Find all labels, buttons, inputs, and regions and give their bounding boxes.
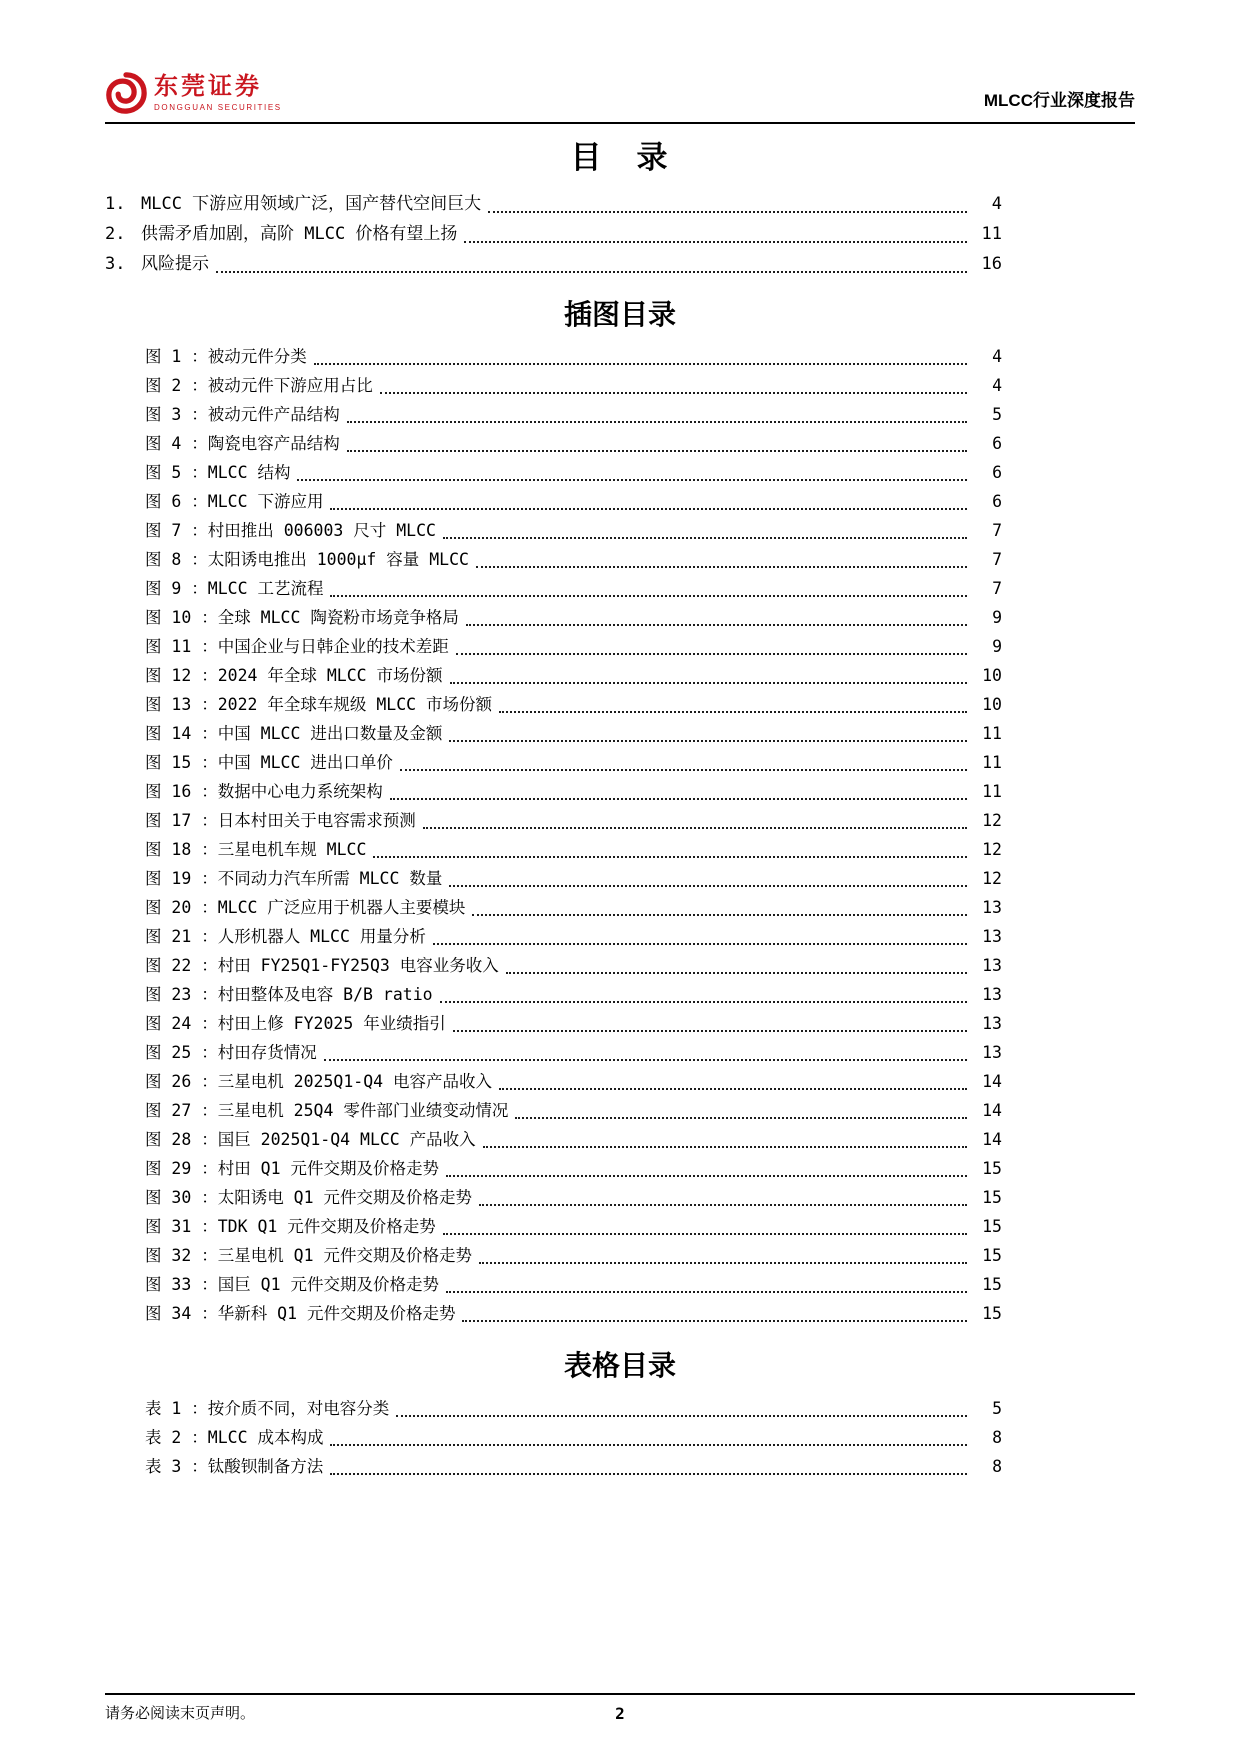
toc-item[interactable]	[105, 1067, 1002, 1096]
dot-leader	[466, 624, 967, 626]
tables-section-title: 表格目录	[563, 1350, 676, 1381]
toc-item-page: 6	[992, 492, 1002, 511]
toc-item-label: 图 18 ：三星电机车规 MLCC	[145, 840, 367, 859]
dot-leader	[453, 1030, 967, 1032]
toc-item[interactable]	[105, 1154, 1002, 1183]
dot-leader	[216, 271, 967, 273]
dot-leader	[488, 211, 967, 213]
toc-item-page: 15	[982, 1275, 1002, 1294]
dot-leader	[499, 1088, 967, 1090]
toc-item[interactable]	[105, 487, 1002, 516]
toc-item-label: 图 24 ：村田上修 FY2025 年业绩指引	[145, 1014, 446, 1033]
toc-item-number: 1.	[105, 194, 126, 214]
figures-section-title: 插图目录	[563, 299, 676, 330]
toc-item[interactable]	[105, 777, 1002, 806]
report-type-label: MLCC行业深度报告	[983, 91, 1135, 110]
toc-item-page: 13	[982, 1043, 1002, 1062]
toc-item-page: 14	[982, 1101, 1002, 1120]
toc-item[interactable]	[105, 1423, 1002, 1452]
toc-item[interactable]	[105, 189, 1002, 219]
toc-item-page: 13	[982, 927, 1002, 946]
toc-item[interactable]	[105, 1270, 1002, 1299]
toc-item-page: 15	[982, 1159, 1002, 1178]
toc-item-label: 图 17 ：日本村田关于电容需求预测	[145, 811, 416, 830]
toc-item-page: 13	[982, 898, 1002, 917]
toc-item-page: 11	[982, 753, 1002, 772]
toc-item[interactable]	[105, 458, 1002, 487]
toc-item-page: 13	[982, 985, 1002, 1004]
toc-item-label: 图 25 ：村田存货情况	[145, 1043, 317, 1062]
toc-item-page: 15	[982, 1217, 1002, 1236]
footer-page-number: 2	[615, 1704, 625, 1723]
brand-name: 东莞证券	[154, 74, 262, 101]
brand-logo-icon	[105, 72, 147, 114]
dot-leader	[314, 363, 967, 365]
dot-leader	[456, 653, 967, 655]
dot-leader	[347, 421, 967, 423]
toc-item-label: 表 3 ：钛酸钡制备方法	[145, 1457, 324, 1476]
brand-logo	[105, 72, 282, 114]
toc-item-label: 图 15 ：中国 MLCC 进出口单价	[145, 753, 393, 772]
footer-row	[105, 1704, 1135, 1723]
toc-item-page: 14	[982, 1130, 1002, 1149]
toc-item[interactable]	[105, 545, 1002, 574]
toc-item-label: 图 5 ：MLCC 结构	[145, 463, 291, 482]
toc-item-page: 7	[992, 550, 1002, 569]
dot-leader	[499, 711, 967, 713]
toc-item-label: 图 21 ：人形机器人 MLCC 用量分析	[145, 927, 426, 946]
toc-item-page: 6	[992, 463, 1002, 482]
toc-item-page: 9	[992, 608, 1002, 627]
toc-item-page: 7	[992, 521, 1002, 540]
toc-item-page: 5	[992, 405, 1002, 424]
toc-item-page: 11	[982, 724, 1002, 743]
toc-item-label: 图 27 ：三星电机 25Q4 零件部门业绩变动情况	[145, 1101, 509, 1120]
dot-leader	[446, 1291, 967, 1293]
toc-item-page: 4	[992, 347, 1002, 366]
toc-item-page: 4	[992, 376, 1002, 395]
dot-leader	[479, 1262, 967, 1264]
toc-item-label: 供需矛盾加剧，高阶 MLCC 价格有望上扬	[141, 224, 458, 244]
dot-leader	[449, 885, 967, 887]
dot-leader	[449, 740, 967, 742]
toc-item[interactable]	[105, 1452, 1002, 1481]
toc-item-label: 风险提示	[141, 254, 209, 274]
dot-leader	[446, 1175, 967, 1177]
toc-item-page: 13	[982, 956, 1002, 975]
toc-item[interactable]	[105, 1125, 1002, 1154]
toc-item[interactable]	[105, 400, 1002, 429]
toc-item-label: 图 6 ：MLCC 下游应用	[145, 492, 324, 511]
toc-item-page: 11	[982, 782, 1002, 801]
toc-item-label: 图 12 ：2024 年全球 MLCC 市场份额	[145, 666, 443, 685]
dot-leader	[506, 972, 967, 974]
toc-title: 目 录	[570, 140, 670, 175]
figure-toc-list	[105, 342, 1135, 1328]
toc-item[interactable]	[105, 574, 1002, 603]
dot-leader	[479, 1204, 967, 1206]
toc-item-label: 图 9 ：MLCC 工艺流程	[145, 579, 324, 598]
page-footer	[105, 1693, 1135, 1723]
toc-item[interactable]	[105, 893, 1002, 922]
toc-item-page: 8	[992, 1428, 1002, 1447]
brand-subtitle: DONGGUAN SECURITIES	[154, 102, 282, 112]
toc-item-label: MLCC 下游应用领域广泛，国产替代空间巨大	[141, 194, 482, 214]
toc-item-label: 图 14 ：中国 MLCC 进出口数量及金额	[145, 724, 443, 743]
dot-leader	[396, 1415, 967, 1417]
toc-item-label: 图 8 ：太阳诱电推出 1000μf 容量 MLCC	[145, 550, 469, 569]
toc-item-label: 表 2 ：MLCC 成本构成	[145, 1428, 324, 1447]
dot-leader	[330, 508, 967, 510]
table-toc-list	[105, 1394, 1135, 1481]
toc-item[interactable]	[105, 980, 1002, 1009]
footer-disclaimer: 请务必阅读末页声明。	[105, 1704, 256, 1722]
toc-item-label: 图 23 ：村田整体及电容 B/B ratio	[145, 985, 433, 1004]
toc-item[interactable]	[105, 864, 1002, 893]
dot-leader	[330, 1444, 967, 1446]
dot-leader	[373, 856, 967, 858]
dot-leader	[380, 392, 967, 394]
toc-item[interactable]	[105, 1299, 1002, 1328]
toc-item[interactable]	[105, 516, 1002, 545]
toc-item-label: 图 1 ：被动元件分类	[145, 347, 307, 366]
dot-leader	[330, 1473, 967, 1475]
toc-item[interactable]	[105, 1183, 1002, 1212]
toc-item-page: 10	[982, 695, 1002, 714]
toc-item[interactable]	[105, 922, 1002, 951]
toc-item[interactable]	[105, 690, 1002, 719]
toc-item[interactable]	[105, 429, 1002, 458]
toc-item[interactable]	[105, 342, 1002, 371]
page-header	[105, 0, 1135, 124]
toc-item-page: 12	[982, 811, 1002, 830]
toc-item-label: 图 4 ：陶瓷电容产品结构	[145, 434, 340, 453]
dot-leader	[347, 450, 967, 452]
toc-item-page: 9	[992, 637, 1002, 656]
toc-item-number: 2.	[105, 224, 126, 244]
toc-item-label: 图 32 ：三星电机 Q1 元件交期及价格走势	[145, 1246, 472, 1265]
dot-leader	[462, 1320, 967, 1322]
dot-leader	[433, 943, 967, 945]
toc-item-label: 图 34 ：华新科 Q1 元件交期及价格走势	[145, 1304, 456, 1323]
toc-item-label: 图 3 ：被动元件产品结构	[145, 405, 340, 424]
toc-item[interactable]	[105, 748, 1002, 777]
toc-item-page: 12	[982, 869, 1002, 888]
toc-item-page: 8	[992, 1457, 1002, 1476]
dot-leader	[450, 682, 967, 684]
dot-leader	[330, 595, 967, 597]
brand-logo-text	[154, 74, 282, 111]
dot-leader	[472, 914, 967, 916]
toc-item[interactable]	[105, 1212, 1002, 1241]
toc-item-page: 15	[982, 1188, 1002, 1207]
toc-item-page: 12	[982, 840, 1002, 859]
dot-leader	[443, 1233, 967, 1235]
dot-leader	[390, 798, 967, 800]
dot-leader	[515, 1117, 967, 1119]
toc-item-page: 15	[982, 1304, 1002, 1323]
toc-item-label: 表 1 ：按介质不同，对电容分类	[145, 1399, 390, 1418]
toc-item-label: 图 31 ：TDK Q1 元件交期及价格走势	[145, 1217, 436, 1236]
toc-item-label: 图 20 ：MLCC 广泛应用于机器人主要模块	[145, 898, 466, 917]
toc-item[interactable]	[105, 219, 1002, 249]
toc-item[interactable]	[105, 1096, 1002, 1125]
main-toc-list	[105, 189, 1135, 279]
toc-item-label: 图 13 ：2022 年全球车规级 MLCC 市场份额	[145, 695, 493, 714]
toc-item-label: 图 22 ：村田 FY25Q1-FY25Q3 电容业务收入	[145, 956, 499, 975]
toc-item-label: 图 29 ：村田 Q1 元件交期及价格走势	[145, 1159, 439, 1178]
toc-item-page: 15	[982, 1246, 1002, 1265]
toc-item-page: 16	[981, 254, 1002, 274]
toc-item[interactable]	[105, 1038, 1002, 1067]
toc-item-label: 图 30 ：太阳诱电 Q1 元件交期及价格走势	[145, 1188, 472, 1207]
toc-item-label: 图 16 ：数据中心电力系统架构	[145, 782, 383, 801]
toc-item[interactable]	[105, 371, 1002, 400]
toc-item-page: 11	[981, 224, 1002, 244]
toc-item-page: 5	[992, 1399, 1002, 1418]
toc-item-number: 3.	[105, 254, 126, 274]
toc-item[interactable]	[105, 1394, 1002, 1423]
toc-item[interactable]	[105, 249, 1002, 279]
toc-item-page: 6	[992, 434, 1002, 453]
dot-leader	[464, 241, 967, 243]
toc-item-label: 图 2 ：被动元件下游应用占比	[145, 376, 373, 395]
toc-item-page: 7	[992, 579, 1002, 598]
dot-leader	[440, 1001, 967, 1003]
toc-item-page: 13	[982, 1014, 1002, 1033]
dot-leader	[443, 537, 967, 539]
toc-item-label: 图 33 ：国巨 Q1 元件交期及价格走势	[145, 1275, 439, 1294]
toc-item-label: 图 10 ：全球 MLCC 陶瓷粉市场竞争格局	[145, 608, 459, 627]
toc-item[interactable]	[105, 835, 1002, 864]
toc-item[interactable]	[105, 1241, 1002, 1270]
dot-leader	[324, 1059, 967, 1061]
toc-item[interactable]	[105, 632, 1002, 661]
toc-item-label: 图 28 ：国巨 2025Q1-Q4 MLCC 产品收入	[145, 1130, 476, 1149]
dot-leader	[297, 479, 967, 481]
toc-item-label: 图 7 ：村田推出 006003 尺寸 MLCC	[145, 521, 436, 540]
toc-item-page: 10	[982, 666, 1002, 685]
toc-item-page: 14	[982, 1072, 1002, 1091]
toc-item[interactable]	[105, 603, 1002, 632]
toc-item[interactable]	[105, 719, 1002, 748]
toc-item-label: 图 26 ：三星电机 2025Q1-Q4 电容产品收入	[145, 1072, 493, 1091]
toc-item[interactable]	[105, 1009, 1002, 1038]
toc-item[interactable]	[105, 661, 1002, 690]
toc-item[interactable]	[105, 806, 1002, 835]
toc-item-label: 图 11 ：中国企业与日韩企业的技术差距	[145, 637, 449, 656]
toc-item[interactable]	[105, 951, 1002, 980]
dot-leader	[423, 827, 967, 829]
toc-item-page: 4	[991, 194, 1002, 214]
dot-leader	[483, 1146, 967, 1148]
toc-item-label: 图 19 ：不同动力汽车所需 MLCC 数量	[145, 869, 443, 888]
dot-leader	[400, 769, 967, 771]
dot-leader	[476, 566, 967, 568]
